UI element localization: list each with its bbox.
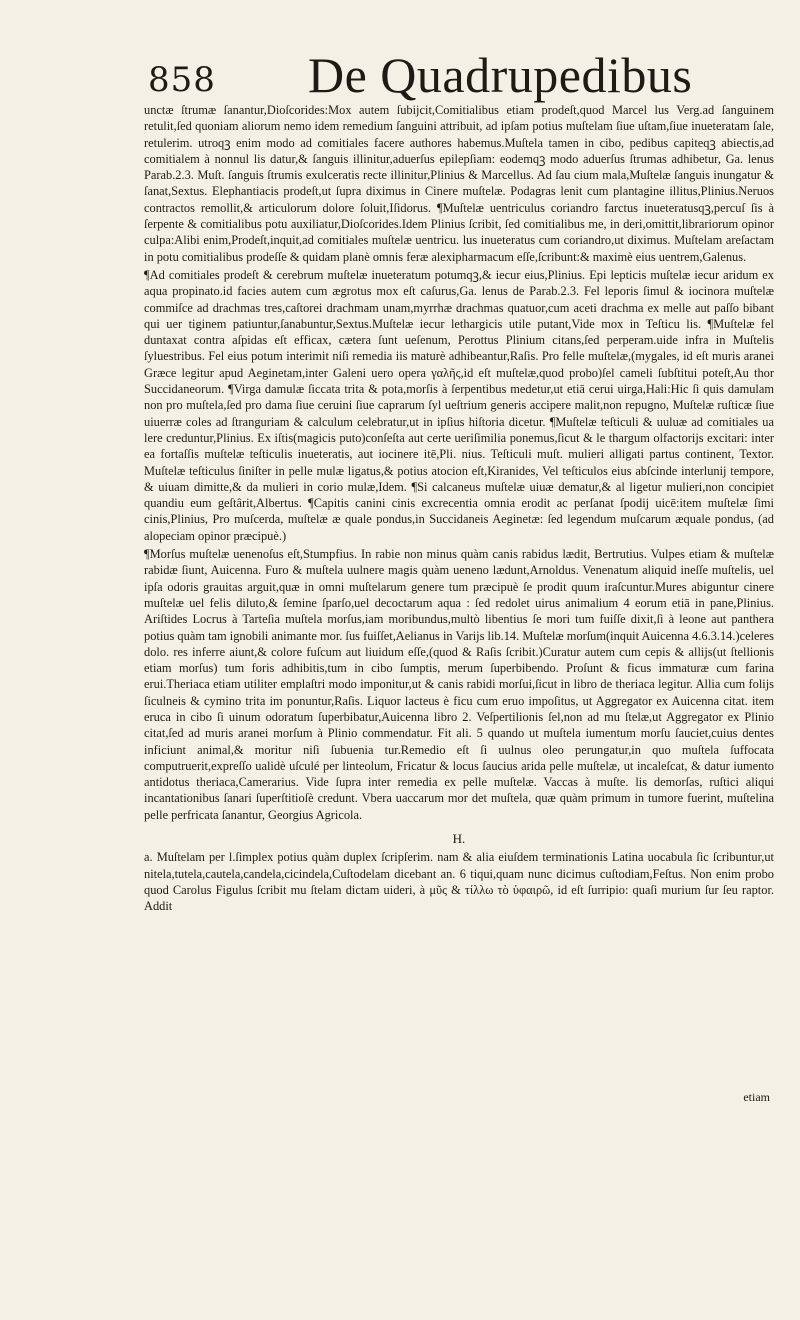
paragraph-philology: a. Muſtelam per l.ſimplex potius quàm duplex ſcripſerim. nam & alia eiuſdem terminationis Latina uocabula ſic ſcribuntur,ut nitela,tutela,cautela,candela,cicindela,Cuſtodelam dicebant an. 6 tiqui,quam nunc dicimus cuſtodiam,Feſtus. Non enim probo quod Carolus Figulus ſcribit mu ſtelam dictam uideri, à μῦς & τίλλω τὸ ὑφαιρῶ, id eſt ſurripio: quaſi murium ſur ſeu raptor. Addit: [144, 850, 774, 914]
page-number: 858: [148, 60, 216, 100]
body-text: [144, 102, 774, 915]
paragraph-bite: ¶Morſus muſtelæ uenenoſus eſt,Stumpfius. In rabie non minus quàm canis rabidus lædit, Bertrutius. Vulpes etiam & muſtelæ rabidæ ſiunt, Auicenna. Furo & muſtela uulnere magis quàm ueneno lædunt,Arnoldus. Venenatum aliquid ineſſe muſtelis, uel ipſa odoris grauitas arguit,quæ in omni muſtelarum genere tum præcipuè ſe prodit quum iraſcuntur.Mures abiguntur cinere muſtelæ uel felis diluto,& ſemine ſparſo,uel decoctarum aqua : ſed redolet uirus animalium 4 eorum etiā in pane,Plinius. Ariſtides Locrus à Tarteſia muſtela morſus,iam moribundus,multò libentius ſe mori tum fuiſſe dixit,ſi à leone aut panthera potius quàm tam ignobili animante mor. ſus fuiſſet,Aelianus in Varijs lib.14. Muſtelæ morſum(inquit Auicenna 4.6.3.14.)celeres dolo. res inferre aiunt,& colore fuſcum aut liuidum eſſe,(quod & Raſis ſcribit.)Curatur autem cum cepis & allijs(ut ſtellionis etiam morſus) tum foris adhibitis,tum in cibo ſumptis, merum ſuperbibendo. Proſunt & ficus immaturæ cum farina erui.Theriaca etiam utiliter emplaſtri modo imponitur,ut & canis rabidi morſui,ſicut in libro de theriaca legitur. Allia cum folijs ſiculneis & cymino trita im ponuntur,Raſis. Liquor lacteus è ficu cum eruo impoſitus, ut Aggregator ex Auicenna citat. item eruca in cibo ſi uinum odoratum ſuperbibatur,Auicenna libro 2. Veſpertilionis ſel,non ad mu ſtelæ,ut Aggregator ex Plinio citat,ſed ad muris aranei morſum à Plinio commendatur. Fit ali. 5 quando ut muſtela iumentum morſu ſauciet,cuius dentes inficiunt animal,& moritur niſi ſubuenia tur.Remedio eſt ſi uulnus oleo perungatur,in quo muſtela ſuffocata computruerit,expreſſo ualidè uſculé per linteolum, Fricatur & locus ſaucius arida pelle muſtelæ, ut incaleſcat, & datur iumento antidotus theriaca,Camerarius. Vide ſupra inter remedia ex pelle muſtelæ. Vaccas à muſte. lis demorſas, ruſtici aliqui incantationibus ſanari ſuperſtitioſè credunt. Vbera uaccarum mor det muſtela, quæ quàm primum in tumore fuerint, muſtelina pelle perfricata ſanantur, Georgius Agricola.: [144, 547, 774, 822]
section-heading: H.: [452, 831, 466, 847]
paragraph-remedies-organs: ¶Ad comitiales prodeſt & cerebrum muſtelæ inueteratum potumqꝫ,& iecur eius,Plinius. Epi lepticis muſtelæ iecur aridum ex aqua propinato.id facies autem cum ægrotus mox eſt caſurus,Ga. lenus de Parab.2.3. Fel leporis ſimul & iocinora muſtelæ commiſce ad drachmas tres,caſtorei drachmam unam,myrrhæ drachmas quatuor,cum aceti drachma ex melle aut paſſo bibant qui uer tiginem patiuntur,ſanabuntur,Sextus.Muſtelæ iecur lethargicis utile putant,Vide mox in Teſticu lis. ¶Muſtelæ fel duntaxat contra aſpidas eſt efficax, cætera ſunt ueſenum, Perottus Plinium citans,ſed perperam.uide infra in Muſtelis ſyluestribus. Fel eius potum interimit niſi remedia iis maturè adhibeantur,Raſis. Pro felle muſtelæ,(mygales, id eſt muris aranei Græce legitur apud Aeginetam,inter Galeni uero opera γαλῆς,id eſt muſtelæ,quod probo)ſel cameli ſubſtitui poteſt,Au thor Succidaneorum. ¶Virga damulæ ſiccata trita & pota,morſis à ſerpentibus medetur,ut etiā cerui uirga,Hali:Hic ſi quis damulam non pro muſtela,ſed pro dama ſiue ceruini ſiue caprarum ſyl ueſtrium generis accipere malit,non repugno, Muſtelæ ruſticæ ſiue uiuerræ coles ad ſtranguriam & calculum celebratur,ut in ipſius hiſtoria dicetur. ¶Muſtelæ teſticuli & uuluæ ad comitiales ua lere creduntur,Plinius. Ex iſtis(magicis puto)conſeſta aut certe ueriſimilia ponemus,ſicut & le thargum olfactorijs excitari: inter ea fortaſſis muſtelæ teſticulis inueteratis, aut iocinere itē,Pli. nius. Teſticuli muſt. mulieri alligati partus continent, Textor. Muſtelæ teſticulus ſiniſter in pelle mulæ ligatus,& potius atocion eſt,Kiranides, Vel teſticulos eius abſcinde interlunij tempore, & uiuam dimitte,& da mulieri in corio mulæ,Idem. ¶Si calcaneus muſtelæ uiuæ dematur,& al ligetur mulieri,non concipiet quandiu eum geſtârit,Albertus. ¶Capitis canini cinis excrecentia omnia erodit ac perſanat ſpodij uicē:item muſtelæ ſimi cinis,Plinius, Pro muſcerda, muſtelæ æ quale pondus,in Succidaneis Aeginetæ: ſed legendum muſcarum æquale pondus, (ad alopeciam opinor præcipuè.): [144, 267, 774, 543]
running-title: De Quadrupedibus: [308, 47, 693, 103]
paragraph-remedies-blood: unctæ ſtrumæ ſanantur,Dioſcorides:Mox autem ſubijcit,Comitialibus etiam prodeſt,quod Marcel lus Verg.ad ſanguinem retulit,ſed quoniam aliorum nemo idem remedium ſanguini attribuit, ad ipſam potius muſtelam ſiue uſtam,ſiue inueteratam ſale, retulerim. utroqꝫ enim modo ad comitiales facere authores habemus.Muſtela tamen in cibo, pedibus capiteqꝫ abiectis,ad comitialem à nonnul lis datur,& ſanguis illinitur,aduerſus epilepſiam: eodemqꝫ modo aduerſus ſtrumas adhibetur, Ga. lenus Parab.2.3. Muſt. ſanguis ſtrumis exulceratis recte illinitur,Plinius & Marcellus. Ad ſau cium mala,Muſtelæ ſanguis inungatur & ſanat,Sextus. Elephantiacis prodeſt,ut ſupra diximus in Cinere muſtelæ. Podagras lenit cum plantagine illitus,Plinius.Neruos contractos remollit,& articulorum dolore ſoluit,Iſidorus. ¶Muſtelæ uentriculus coriandro farctus inueteratusqꝫ,percuſ ſis à ſerpente & comitialibus potu auxiliatur,Dioſcorides.Idem Plinius ſcribit, ſed comitialibus me, in deri,omittit,librariorum opinor culpa:Alibi enim,Prodeſt,inquit,ad comitiales muſtelæ uentricu. lus inueteratus cum coriandro,ut diximus. Muſtelam areſactam in potu comitialibus prodeſſe & quidam planè omnis feræ alexipharmacum eſſe,ſcribunt:& maximè eius uentrem,Galenus.: [144, 103, 774, 264]
catchword: etiam: [743, 1090, 770, 1104]
